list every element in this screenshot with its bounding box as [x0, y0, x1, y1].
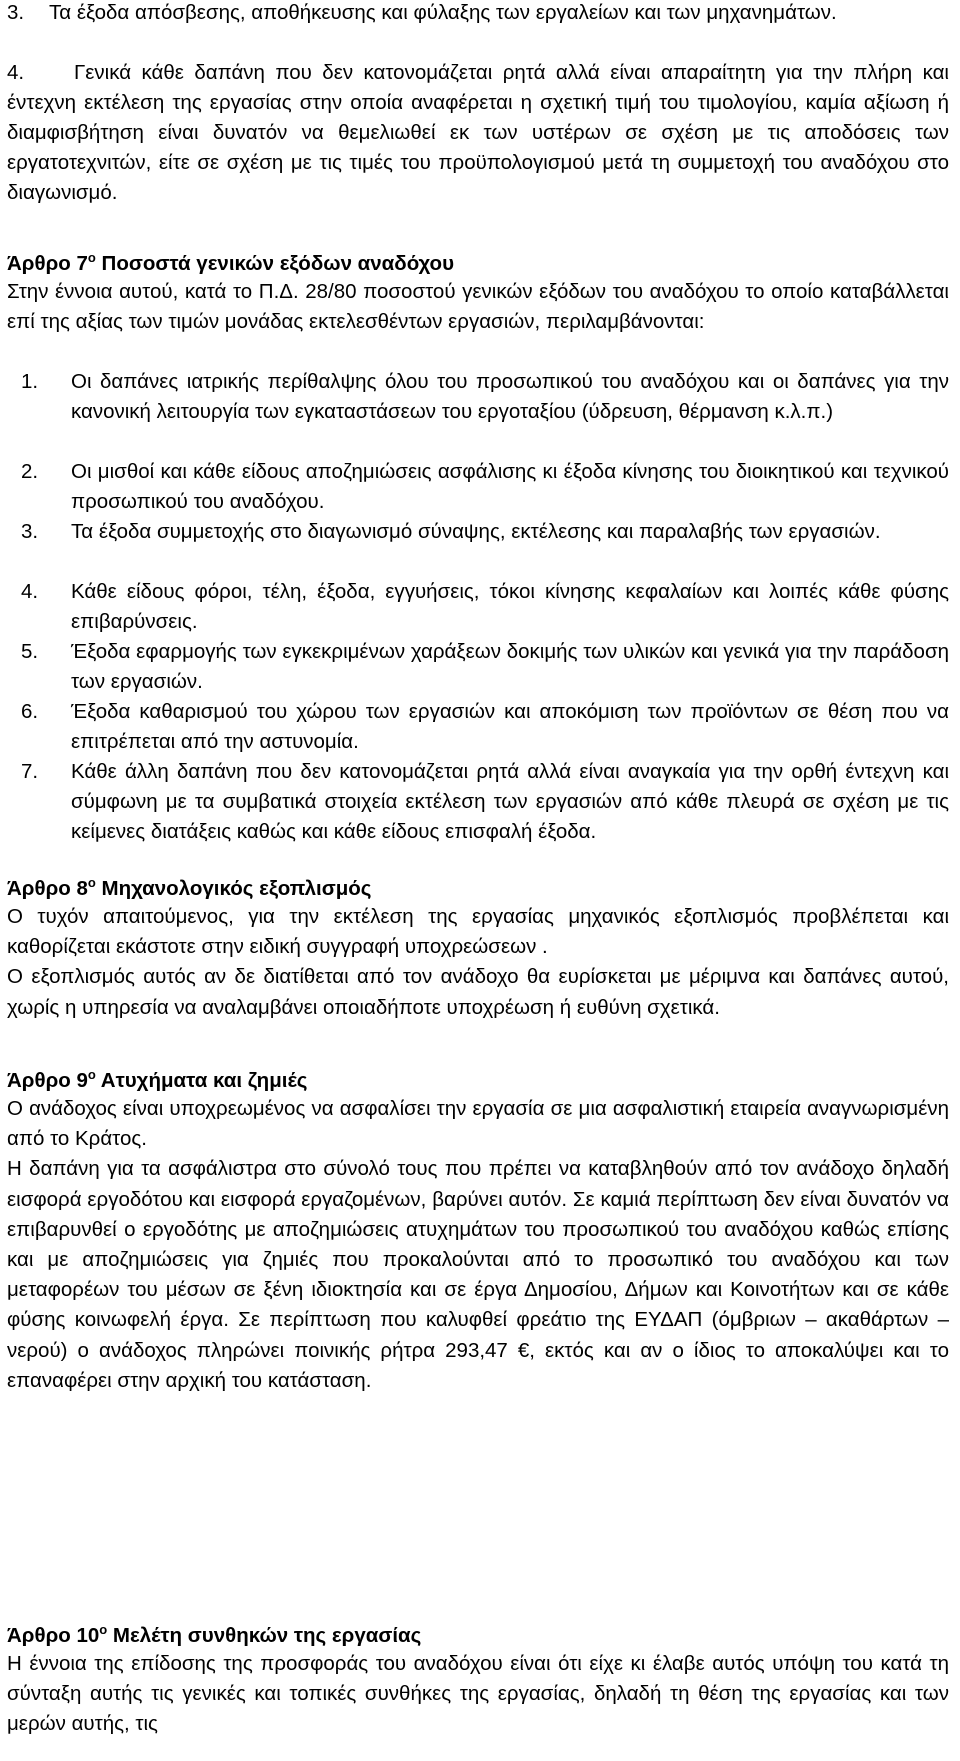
- list-item: [7, 367, 949, 427]
- paragraph: Η δαπάνη για τα ασφάλιστρα στο σύνολό τους που πρέπει να καταβληθούν από τον ανάδοχο δηλαδή εισφορά εργοδότου και εισφορά εργαζομένων, βαρύνει αυτόν. Σε καμιά περίπτωση δεν είναι δυνατόν να επιβαρυνθεί ο εργοδότης με αποζημιώσεις ατυχημάτων του προσωπικού του αναδόχου καθώς επίσης και με αποζημιώσεις για ζημιές που προκαλούνται από το προσωπικό του αναδόχου και των μεταφορέων του μέσων σε ξένη ιδιοκτησία και σε έργα Δημοσίου, Δήμων και Κοινοτήτων και σε κάθε φύσης κοινωφελή έργα. Σε περίπτωση που καλυφθεί φρεάτιο της ΕΥΔΑΠ (όμβριων – ακαθάρτων – νερού) ο ανάδοχος πληρώνει ποινικής ρήτρα 293,47 €, εκτός και αν ο ίδιος το αποκαλύψει και το επαναφέρει στην αρχική του κατάσταση.: [7, 1157, 949, 1392]
- list-number: 3.: [7, 1, 25, 24]
- article-9-heading: Άρθρο $9^o$ Ατυχήματα και ζημιές: [7, 1067, 308, 1092]
- list-text: Οι μισθοί και κάθε είδους αποζημιώσεις ασφάλισης κι έξοδα κίνησης του διοικητικού και τεχνικού προσωπικού του αναδόχου.: [71, 460, 949, 513]
- article-8-body: [7, 902, 949, 1023]
- list-text: Κάθε άλλη δαπάνη που δεν κατονομάζεται ρητά αλλά είναι αναγκαία για την ορθή έντεχνη και σύμφωνη με τα συμβατικά στοιχεία εκτέλεση των εργασιών από κάθε πλευρά σε σχέση με τις κείμενες διατάξεις καθώς και κάθε είδους επισφαλή έξοδα.: [71, 760, 949, 843]
- list-item: [7, 757, 949, 847]
- article-7-intro: Στην έννοια αυτού, κατά το Π.Δ. 28/80 ποσοστού γενικών εξόδων του αναδόχου το οποίο καταβάλλεται επί της αξίας των τιμών μονάδας εκτελεσθέντων εργασιών, περιλαμβάνονται:: [7, 280, 949, 333]
- list-text: Έξοδα καθαρισμού του χώρου των εργασιών και αποκόμιση των προϊόντων σε θέση που να επιτρέπεται από την αστυνομία.: [71, 700, 949, 753]
- article-8-heading: Άρθρο $8^o$ Μηχανολογικός εξοπλισμός: [7, 875, 372, 900]
- paragraph: Ο ανάδοχος είναι υποχρεωμένος να ασφαλίσει την εργασία σε μια ασφαλιστική εταιρεία αναγνωρισμένη από το Κράτος.: [7, 1097, 949, 1151]
- list-number: 4.: [7, 61, 25, 84]
- paragraph: Ο τυχόν απαιτούμενος, για την εκτέλεση της εργασίας μηχανικός εξοπλισμός προβλέπεται και καθορίζεται εκάστοτε στην ειδική συγγραφή υποχρεώσεων .: [7, 905, 949, 959]
- list-number: 6.: [21, 700, 39, 723]
- list-item: [7, 577, 949, 637]
- list-item: [7, 58, 949, 208]
- list-item: [7, 637, 949, 697]
- list-text: Τα έξοδα απόσβεσης, αποθήκευσης και φύλαξης των εργαλείων και των μηχανημάτων.: [49, 1, 837, 24]
- list-text: Έξοδα εφαρμογής των εγκεκριμένων χαράξεων δοκιμής των υλικών και γενικά για την παράδοση των εργασιών.: [71, 640, 949, 693]
- list-number: 3.: [21, 520, 39, 543]
- article-10-heading: Άρθρο $10^o$ Μελέτη συνθηκών της εργασίας: [7, 1622, 422, 1647]
- list-number: 1.: [21, 370, 39, 393]
- list-number: 4.: [21, 580, 39, 603]
- list-item: [7, 697, 949, 757]
- list-item: [7, 0, 949, 28]
- list-number: 5.: [21, 640, 39, 663]
- list-number: 7.: [21, 760, 39, 783]
- list-item: [7, 517, 949, 547]
- paragraph: Η έννοια της επίδοσης της προσφοράς του αναδόχου είναι ότι είχε κι έλαβε αυτός υπόψη του κατά τη σύνταξη αυτής τις γενικές και τοπικές συνθήκες της εργασίας, δηλαδή τη θέση της εργασίας και των μερών αυτής, τις: [7, 1652, 949, 1736]
- list-item: [7, 457, 949, 517]
- list-text: Κάθε είδους φόροι, τέλη, έξοδα, εγγυήσεις, τόκοι κίνησης κεφαλαίων και λοιπές κάθε φύσης επιβαρύνσεις.: [71, 580, 949, 633]
- list-number: 2.: [21, 460, 39, 483]
- paragraph: Ο εξοπλισμός αυτός αν δε διατίθεται από τον ανάδοχο θα ευρίσκεται με μέριμνα και δαπάνες αυτού, χωρίς η υπηρεσία να αναλαμβάνει οποιαδήποτε υποχρέωση ή ευθύνη σχετικά.: [7, 965, 949, 1019]
- article-10-body: [7, 1649, 949, 1740]
- list-text: Τα έξοδα συμμετοχής στο διαγωνισμό σύναψης, εκτέλεσης και παραλαβής των εργασιών.: [71, 520, 881, 543]
- article-7-heading: Άρθρο $7^o$ Ποσοστά γενικών εξόδων αναδόχου: [7, 250, 454, 275]
- article-9-body: [7, 1094, 949, 1396]
- list-text: Οι δαπάνες ιατρικής περίθαλψης όλου του προσωπικού του αναδόχου και οι δαπάνες για την κανονική λειτουργία των εγκαταστάσεων του εργοταξίου (ύδρευση, θέρμανση κ.λ.π.): [71, 370, 949, 423]
- list-text: Γενικά κάθε δαπάνη που δεν κατονομάζεται ρητά αλλά είναι απαραίτητη για την πλήρη και έντεχνη εκτέλεση της εργασίας στην οποία αναφέρεται η σχετική τιμή του τιμολογίου, καμία αξίωση ή διαμφισβήτηση είναι δυνατόν να θεμελιωθεί εκ των υστέρων σε σχέση με τις αποδόσεις των εργατοτεχνιτών, είτε σε σχέση με τις τιμές του προϋπολογισμού μετά τη συμμετοχή του αναδόχου στο διαγωνισμό.: [7, 61, 949, 204]
